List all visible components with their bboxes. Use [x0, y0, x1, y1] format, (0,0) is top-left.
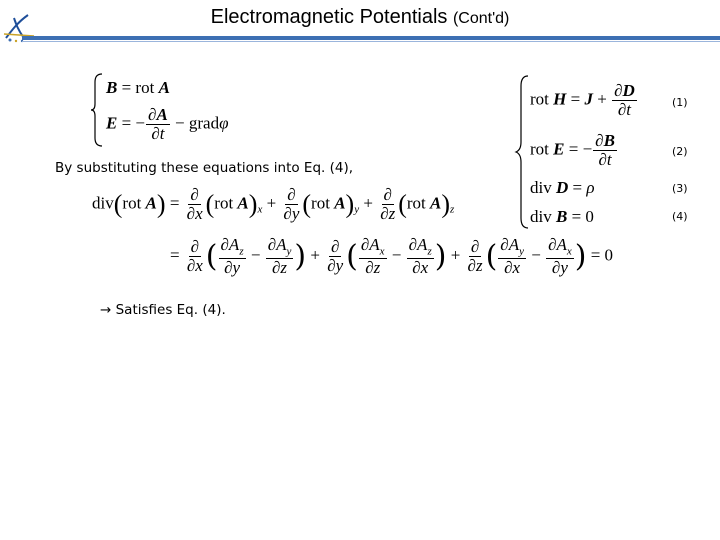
satisfies-text: → Satisfies Eq. (4). — [100, 302, 226, 318]
equation-number-2: (2) — [672, 145, 688, 158]
title-rule — [22, 36, 720, 40]
substituting-text: By substituting these equations into Eq. (4), — [55, 160, 354, 176]
title-main: Electromagnetic Potentials — [210, 6, 448, 28]
maxwell-eq-4: div B = 0 — [530, 207, 594, 226]
equation-e-potential: E = − $\frac{\partial A}{\partial t}$ − gradφ — [106, 105, 229, 143]
title-subtitle: (Cont'd) — [452, 10, 510, 27]
equation-b-rot-a: B = rot A — [106, 78, 170, 97]
maxwell-eq-3: div D = ρ — [530, 178, 595, 197]
div-rot-a-line1: div(rot A) = $\frac{\partial}{\partial x}$ (rot $A)_x$ + $\frac{\partial}{\partial y}$ (rot $A)_y$ + $\frac{\partial}{\partial z}$ (rot $A)_z$ — [92, 185, 455, 223]
maxwell-eq-2: rot E = − $\frac{\partial B}{\partial t}$ — [530, 131, 615, 169]
div-rot-a-line2: = $\frac{\partial}{\partial x}$ ( $\frac{\partial A_z}{\partial y}$ − $\frac{\partial A_y}{\partial z}$ ) + $\frac{\partial}{\partial y}$ ( $\frac{\partial A_x}{\partial z}$ − $\frac{\partial A_z}{\partial x}$ ) + $\frac{\partial}{\partial z}$ ( $\frac{\partial A_y}{\partial x}$ − $\frac{\partial A_x}{\partial y}$ ) = 0 — [170, 235, 614, 277]
right-brace — [514, 74, 530, 230]
equation-number-3: (3) — [672, 182, 688, 195]
equation-number-1: (1) — [672, 96, 688, 109]
page-title — [0, 6, 720, 29]
equation-number-4: (4) — [672, 210, 688, 223]
maxwell-eq-1: rot H = J + $\frac{\partial D}{\partial t}$ — [530, 81, 635, 119]
title-rule-thin — [22, 41, 720, 42]
left-brace — [90, 72, 104, 148]
